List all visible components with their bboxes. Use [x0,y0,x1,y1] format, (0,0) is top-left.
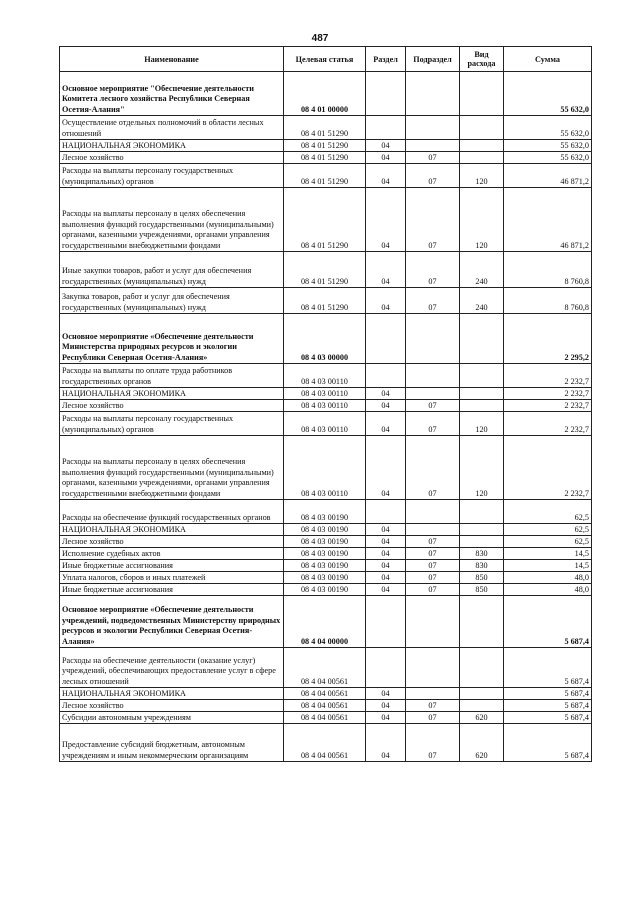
table-row [60,140,592,152]
table-cell-code: 08 4 03 00190 [284,500,366,524]
table-cell-subsection: 07 [406,288,460,314]
table-cell-name: Расходы на обеспечение функций государственных органов [60,500,284,524]
budget-table [59,46,592,762]
table-cell-subsection [406,140,460,152]
table-cell-sum: 62,5 [504,524,592,536]
table-cell-name: НАЦИОНАЛЬНАЯ ЭКОНОМИКА [60,140,284,152]
table-cell-code: 08 4 01 00000 [284,72,366,116]
table-cell-section: 04 [366,712,406,724]
table-cell-vid [460,72,504,116]
table-cell-code: 08 4 01 51290 [284,252,366,288]
table-header-row [60,47,592,72]
table-row [60,364,592,388]
table-cell-vid [460,648,504,688]
table-cell-subsection: 07 [406,560,460,572]
table-cell-vid [460,364,504,388]
table-cell-sum: 46 871,2 [504,188,592,252]
table-row [60,436,592,500]
table-cell-section: 04 [366,688,406,700]
table-row [60,688,592,700]
table-cell-section: 04 [366,288,406,314]
table-cell-sum: 55 632,0 [504,152,592,164]
table-cell-section [366,314,406,364]
table-cell-section: 04 [366,140,406,152]
header-sum: Сумма [504,47,592,72]
table-cell-sum: 2 295,2 [504,314,592,364]
table-cell-subsection [406,648,460,688]
table-cell-vid [460,688,504,700]
table-cell-vid: 240 [460,288,504,314]
table-cell-subsection [406,116,460,140]
table-cell-sum: 2 232,7 [504,412,592,436]
table-cell-sum: 55 632,0 [504,72,592,116]
table-cell-vid [460,152,504,164]
table-cell-section: 04 [366,412,406,436]
table-cell-subsection [406,596,460,648]
table-cell-vid: 620 [460,712,504,724]
table-cell-code: 08 4 03 00110 [284,400,366,412]
table-cell-name: Основное мероприятие "Обеспечение деятельности Комитета лесного хозяйства Республики Северная Осетия-Алания" [60,72,284,116]
table-cell-section: 04 [366,188,406,252]
table-cell-name: Расходы на выплаты персоналу в целях обеспечения выполнения функций государственными (муниципальными) органами, казенными учреждениями, органами управления государственными внебюджетными фондами [60,188,284,252]
table-cell-subsection: 07 [406,400,460,412]
table-row [60,700,592,712]
table-row [60,400,592,412]
table-cell-subsection [406,524,460,536]
table-cell-section [366,596,406,648]
table-cell-name: НАЦИОНАЛЬНАЯ ЭКОНОМИКА [60,688,284,700]
table-cell-code: 08 4 03 00190 [284,536,366,548]
table-cell-vid [460,536,504,548]
table-cell-sum: 5 687,4 [504,596,592,648]
table-cell-subsection: 07 [406,164,460,188]
table-row [60,536,592,548]
table-cell-sum: 5 687,4 [504,648,592,688]
table-cell-name: Иные закупки товаров, работ и услуг для обеспечения государственных (муниципальных) нужд [60,252,284,288]
table-cell-sum: 5 687,4 [504,712,592,724]
table-cell-name: Лесное хозяйство [60,700,284,712]
table-cell-vid: 850 [460,584,504,596]
table-cell-name: Осуществление отдельных полномочий в области лесных отношений [60,116,284,140]
table-cell-section: 04 [366,252,406,288]
table-cell-name: Основное мероприятие «Обеспечение деятельности Министерства природных ресурсов и экологии Республики Северная Осетия-Алания» [60,314,284,364]
table-cell-sum: 5 687,4 [504,700,592,712]
table-cell-name: Исполнение судебных актов [60,548,284,560]
table-cell-code: 08 4 03 00190 [284,560,366,572]
table-cell-vid [460,500,504,524]
table-cell-sum: 14,5 [504,560,592,572]
table-cell-vid [460,314,504,364]
table-cell-sum: 2 232,7 [504,364,592,388]
table-cell-vid [460,140,504,152]
table-cell-vid [460,524,504,536]
table-row [60,524,592,536]
table-cell-subsection: 07 [406,436,460,500]
table-cell-name: Расходы на выплаты по оплате труда работников государственных органов [60,364,284,388]
table-body [60,72,592,762]
table-row [60,412,592,436]
table-row-main-activity [60,72,592,116]
table-cell-name: Лесное хозяйство [60,400,284,412]
table-cell-sum: 62,5 [504,536,592,548]
table-row [60,584,592,596]
table-cell-section [366,648,406,688]
table-cell-sum: 14,5 [504,548,592,560]
table-row [60,288,592,314]
table-cell-subsection: 07 [406,712,460,724]
table-cell-subsection [406,314,460,364]
table-cell-code: 08 4 01 51290 [284,188,366,252]
table-cell-section [366,72,406,116]
header-name: Наименование [60,47,284,72]
table-cell-vid: 620 [460,724,504,762]
table-cell-code: 08 4 04 00561 [284,688,366,700]
table-cell-section: 04 [366,152,406,164]
table-cell-subsection: 07 [406,724,460,762]
table-cell-sum: 48,0 [504,572,592,584]
table-cell-name: Расходы на обеспечение деятельности (оказание услуг) учреждений, обеспечивающих предоставление услуг в сфере лесных отношений [60,648,284,688]
table-cell-sum: 5 687,4 [504,688,592,700]
table-cell-code: 08 4 01 51290 [284,140,366,152]
table-row [60,164,592,188]
table-cell-code: 08 4 03 00190 [284,584,366,596]
table-cell-name: Лесное хозяйство [60,152,284,164]
table-cell-vid: 120 [460,164,504,188]
table-row [60,252,592,288]
table-cell-name: Основное мероприятие «Обеспечение деятельности учреждений, подведомственных Министерству природных ресурсов и экологии Республики Северная Осетия-Алания» [60,596,284,648]
table-row-main-activity [60,596,592,648]
table-cell-sum: 55 632,0 [504,140,592,152]
table-cell-subsection [406,500,460,524]
table-cell-code: 08 4 03 00110 [284,436,366,500]
table-cell-code: 08 4 03 00190 [284,548,366,560]
table-cell-vid: 240 [460,252,504,288]
table-cell-vid: 830 [460,548,504,560]
header-subsection: Подраздел [406,47,460,72]
table-row [60,572,592,584]
table-cell-section: 04 [366,700,406,712]
table-cell-name: Закупка товаров, работ и услуг для обеспечения государственных (муниципальных) нужд [60,288,284,314]
table-cell-name: Расходы на выплаты персоналу государственных (муниципальных) органов [60,412,284,436]
table-row [60,152,592,164]
table-row [60,500,592,524]
table-cell-sum: 55 632,0 [504,116,592,140]
table-row [60,116,592,140]
table-cell-code: 08 4 04 00000 [284,596,366,648]
table-cell-vid: 830 [460,560,504,572]
table-cell-subsection: 07 [406,584,460,596]
table-cell-sum: 8 760,8 [504,288,592,314]
table-cell-section: 04 [366,524,406,536]
table-cell-section: 04 [366,400,406,412]
table-cell-code: 08 4 04 00561 [284,648,366,688]
table-cell-vid: 120 [460,436,504,500]
table-cell-code: 08 4 03 00110 [284,412,366,436]
table-cell-code: 08 4 01 51290 [284,116,366,140]
table-cell-code: 08 4 01 51290 [284,164,366,188]
table-cell-vid: 120 [460,188,504,252]
table-cell-name: Субсидии автономным учреждениям [60,712,284,724]
table-cell-name: Расходы на выплаты персоналу в целях обеспечения выполнения функций государственными (муниципальными) органами, казенными учреждениями, органами управления государственными внебюджетными фондами [60,436,284,500]
table-cell-code: 08 4 03 00000 [284,314,366,364]
table-cell-subsection: 07 [406,572,460,584]
table-cell-section [366,500,406,524]
table-cell-code: 08 4 04 00561 [284,712,366,724]
table-cell-sum: 2 232,7 [504,388,592,400]
table-cell-name: НАЦИОНАЛЬНАЯ ЭКОНОМИКА [60,524,284,536]
table-cell-name: Иные бюджетные ассигнования [60,584,284,596]
table-cell-sum: 46 871,2 [504,164,592,188]
table-cell-name: Предоставление субсидий бюджетным, автономным учреждениям и иным некоммерческим организациям [60,724,284,762]
table-cell-name: НАЦИОНАЛЬНАЯ ЭКОНОМИКА [60,388,284,400]
table-cell-subsection [406,364,460,388]
table-cell-subsection: 07 [406,536,460,548]
table-row [60,648,592,688]
table-cell-vid [460,700,504,712]
table-cell-subsection: 07 [406,548,460,560]
table-cell-code: 08 4 03 00190 [284,524,366,536]
table-cell-section: 04 [366,548,406,560]
table-cell-section: 04 [366,436,406,500]
table-cell-section: 04 [366,388,406,400]
table-cell-section [366,116,406,140]
table-cell-vid: 120 [460,412,504,436]
table-cell-vid [460,388,504,400]
table-cell-sum: 62,5 [504,500,592,524]
table-cell-subsection [406,688,460,700]
table-cell-code: 08 4 03 00110 [284,364,366,388]
table-row [60,712,592,724]
table-cell-name: Иные бюджетные ассигнования [60,560,284,572]
table-cell-section: 04 [366,164,406,188]
table-cell-code: 08 4 01 51290 [284,152,366,164]
table-cell-vid [460,596,504,648]
table-row [60,724,592,762]
table-cell-code: 08 4 03 00110 [284,388,366,400]
table-cell-section: 04 [366,724,406,762]
header-vid: Вид расхода [460,47,504,72]
header-code: Целевая статья [284,47,366,72]
page-number: 487 [311,33,329,44]
table-cell-subsection [406,388,460,400]
table-cell-section [366,364,406,388]
table-cell-code: 08 4 03 00190 [284,572,366,584]
table-cell-vid [460,400,504,412]
table-cell-subsection: 07 [406,188,460,252]
table-row [60,548,592,560]
table-cell-code: 08 4 04 00561 [284,724,366,762]
table-cell-subsection: 07 [406,152,460,164]
header-section: Раздел [366,47,406,72]
table-cell-section: 04 [366,560,406,572]
table-row-main-activity [60,314,592,364]
table-cell-section: 04 [366,536,406,548]
table-cell-section: 04 [366,584,406,596]
table-cell-subsection [406,72,460,116]
table-cell-sum: 5 687,4 [504,724,592,762]
table-cell-name: Лесное хозяйство [60,536,284,548]
table-cell-name: Уплата налогов, сборов и иных платежей [60,572,284,584]
table-cell-code: 08 4 04 00561 [284,700,366,712]
table-row [60,388,592,400]
table-cell-vid: 850 [460,572,504,584]
table-cell-section: 04 [366,572,406,584]
table-row [60,560,592,572]
table-cell-code: 08 4 01 51290 [284,288,366,314]
table-row [60,188,592,252]
table-cell-sum: 2 232,7 [504,436,592,500]
table-cell-name: Расходы на выплаты персоналу государственных (муниципальных) органов [60,164,284,188]
table-cell-sum: 8 760,8 [504,252,592,288]
table-cell-subsection: 07 [406,252,460,288]
table-cell-subsection: 07 [406,412,460,436]
table-cell-sum: 48,0 [504,584,592,596]
table-cell-sum: 2 232,7 [504,400,592,412]
table-cell-subsection: 07 [406,700,460,712]
table-cell-vid [460,116,504,140]
